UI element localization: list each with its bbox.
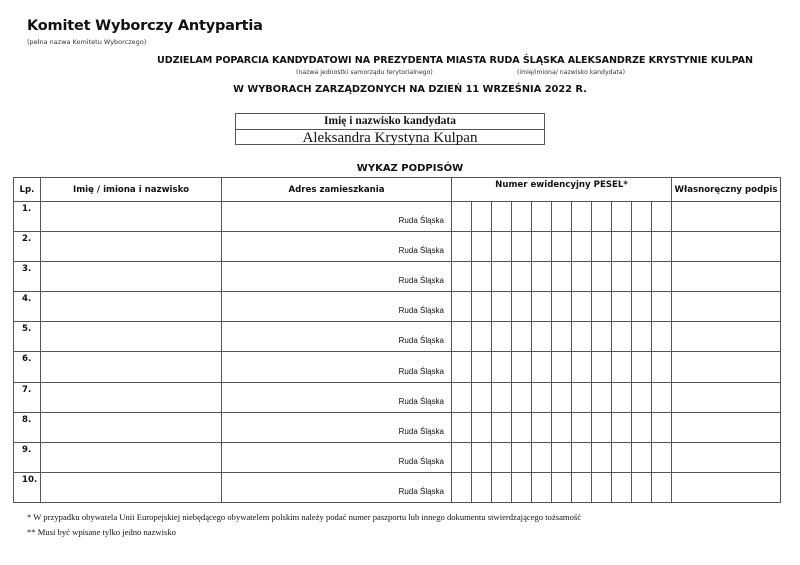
- pesel-digit-cell[interactable]: [612, 262, 632, 292]
- pesel-digit-cell[interactable]: [552, 472, 572, 502]
- candidate-name: Aleksandra Krystyna Kulpan: [302, 130, 478, 146]
- row-number: 2.: [14, 232, 41, 262]
- name-field[interactable]: [41, 442, 222, 472]
- pesel-digit-cell[interactable]: [612, 412, 632, 442]
- pesel-digit-cell[interactable]: [472, 202, 492, 232]
- pesel-digit-cell[interactable]: [532, 412, 552, 442]
- pesel-digit-cell[interactable]: [512, 202, 532, 232]
- pesel-digit-cell[interactable]: [612, 352, 632, 382]
- table-row: [14, 322, 781, 352]
- pesel-digit-cell[interactable]: [492, 412, 512, 442]
- pesel-digit-cell[interactable]: [632, 292, 652, 322]
- name-field[interactable]: [41, 232, 222, 262]
- pesel-digit-cell[interactable]: [532, 322, 552, 352]
- pesel-digit-cell[interactable]: [492, 262, 512, 292]
- address-field[interactable]: Ruda Śląska: [222, 322, 452, 352]
- election-date-line: W WYBORACH ZARZĄDZONYCH NA DZIEŃ 11 WRZEŚNIA 2022 R.: [233, 84, 587, 95]
- pesel-digit-cell[interactable]: [452, 232, 472, 262]
- address-field[interactable]: Ruda Śląska: [222, 472, 452, 502]
- pesel-digit-cell[interactable]: [472, 322, 492, 352]
- address-field[interactable]: Ruda Śląska: [222, 262, 452, 292]
- signature-field[interactable]: [672, 232, 781, 262]
- pesel-digit-cell[interactable]: [592, 322, 612, 352]
- pesel-digit-cell[interactable]: [532, 262, 552, 292]
- pesel-digit-cell[interactable]: [572, 322, 592, 352]
- pesel-digit-cell[interactable]: [472, 412, 492, 442]
- table-row: [14, 382, 781, 412]
- pesel-digit-cell[interactable]: [632, 352, 652, 382]
- row-number: 7.: [14, 382, 41, 412]
- pesel-digit-cell[interactable]: [472, 352, 492, 382]
- footnote-surname: ** Musi być wpisane tylko jedno nazwisko: [27, 527, 176, 537]
- committee-caption: (pełna nazwa Komitetu Wyborczego): [27, 38, 147, 46]
- pesel-digit-cell[interactable]: [552, 262, 572, 292]
- table-row: [14, 352, 781, 382]
- row-number: 1.: [14, 202, 41, 232]
- signature-list-title: WYKAZ PODPISÓW: [356, 163, 464, 174]
- pesel-digit-cell[interactable]: [492, 472, 512, 502]
- pesel-digit-cell[interactable]: [572, 352, 592, 382]
- pesel-digit-cell[interactable]: [512, 262, 532, 292]
- pesel-digit-cell[interactable]: [512, 352, 532, 382]
- column-header-lp: Lp.: [14, 178, 41, 202]
- pesel-digit-cell[interactable]: [552, 322, 572, 352]
- pesel-digit-cell[interactable]: [632, 202, 652, 232]
- pesel-digit-cell[interactable]: [512, 232, 532, 262]
- table-row: [14, 472, 781, 502]
- signature-table: [13, 177, 781, 503]
- table-row: [14, 262, 781, 292]
- pesel-digit-cell[interactable]: [632, 262, 652, 292]
- pesel-digit-cell[interactable]: [612, 322, 632, 352]
- pesel-digit-cell[interactable]: [612, 442, 632, 472]
- pesel-digit-cell[interactable]: [532, 442, 552, 472]
- pesel-digit-cell[interactable]: [572, 202, 592, 232]
- pesel-digit-cell[interactable]: [652, 412, 672, 442]
- pesel-digit-cell[interactable]: [572, 442, 592, 472]
- pesel-digit-cell[interactable]: [512, 442, 532, 472]
- pesel-digit-cell[interactable]: [652, 352, 672, 382]
- table-header-row: [14, 178, 781, 202]
- pesel-digit-cell[interactable]: [592, 442, 612, 472]
- pesel-digit-cell[interactable]: [492, 442, 512, 472]
- pesel-digit-cell[interactable]: [492, 352, 512, 382]
- pesel-digit-cell[interactable]: [652, 442, 672, 472]
- signature-field[interactable]: [672, 322, 781, 352]
- pesel-digit-cell[interactable]: [532, 472, 552, 502]
- pesel-digit-cell[interactable]: [452, 442, 472, 472]
- pesel-digit-cell[interactable]: [652, 292, 672, 322]
- pesel-digit-cell[interactable]: [472, 262, 492, 292]
- pesel-digit-cell[interactable]: [652, 382, 672, 412]
- pesel-digit-cell[interactable]: [452, 382, 472, 412]
- row-number: 5.: [14, 322, 41, 352]
- table-row: [14, 232, 781, 262]
- pesel-digit-cell[interactable]: [632, 322, 652, 352]
- pesel-digit-cell[interactable]: [612, 202, 632, 232]
- pesel-digit-cell[interactable]: [572, 382, 592, 412]
- signature-field[interactable]: [672, 262, 781, 292]
- pesel-digit-cell[interactable]: [512, 472, 532, 502]
- pesel-digit-cell[interactable]: [612, 232, 632, 262]
- pesel-digit-cell[interactable]: [532, 202, 552, 232]
- pesel-digit-cell[interactable]: [652, 262, 672, 292]
- row-number: 3.: [14, 262, 41, 292]
- column-header-address: Adres zamieszkania: [222, 178, 452, 202]
- candidate-caption: (imię/imiona/ nazwisko kandydata): [517, 69, 625, 76]
- pesel-digit-cell[interactable]: [532, 292, 552, 322]
- name-field[interactable]: [41, 382, 222, 412]
- address-field[interactable]: Ruda Śląska: [222, 202, 452, 232]
- pesel-digit-cell[interactable]: [572, 262, 592, 292]
- table-row: [14, 412, 781, 442]
- address-field[interactable]: Ruda Śląska: [222, 382, 452, 412]
- table-row: [14, 292, 781, 322]
- signature-field[interactable]: [672, 352, 781, 382]
- pesel-digit-cell[interactable]: [592, 202, 612, 232]
- pesel-digit-cell[interactable]: [452, 292, 472, 322]
- address-field[interactable]: Ruda Śląska: [222, 292, 452, 322]
- address-field[interactable]: Ruda Śląska: [222, 352, 452, 382]
- pesel-digit-cell[interactable]: [492, 232, 512, 262]
- table-row: [14, 442, 781, 472]
- address-field[interactable]: Ruda Śląska: [222, 412, 452, 442]
- pesel-digit-cell[interactable]: [612, 292, 632, 322]
- committee-name: Komitet Wyborczy Antypartia: [27, 18, 263, 34]
- pesel-digit-cell[interactable]: [472, 472, 492, 502]
- row-number: 4.: [14, 292, 41, 322]
- row-number: 10.: [14, 472, 41, 502]
- row-number: 8.: [14, 412, 41, 442]
- pesel-digit-cell[interactable]: [452, 352, 472, 382]
- name-field[interactable]: [41, 292, 222, 322]
- candidate-box: [235, 113, 545, 145]
- pesel-digit-cell[interactable]: [592, 412, 612, 442]
- pesel-digit-cell[interactable]: [552, 382, 572, 412]
- pesel-digit-cell[interactable]: [512, 412, 532, 442]
- pesel-digit-cell[interactable]: [592, 262, 612, 292]
- name-field[interactable]: [41, 322, 222, 352]
- name-field[interactable]: [41, 262, 222, 292]
- pesel-digit-cell[interactable]: [592, 472, 612, 502]
- pesel-digit-cell[interactable]: [492, 292, 512, 322]
- name-field[interactable]: [41, 352, 222, 382]
- name-field[interactable]: [41, 202, 222, 232]
- pesel-digit-cell[interactable]: [512, 322, 532, 352]
- pesel-digit-cell[interactable]: [532, 232, 552, 262]
- pesel-digit-cell[interactable]: [552, 202, 572, 232]
- pesel-digit-cell[interactable]: [612, 382, 632, 412]
- signature-field[interactable]: [672, 292, 781, 322]
- pesel-digit-cell[interactable]: [512, 292, 532, 322]
- pesel-digit-cell[interactable]: [452, 472, 472, 502]
- signature-field[interactable]: [672, 412, 781, 442]
- footnote-pesel: * W przypadku obywatela Unii Europejskiej niebędącego obywatelem polskim należy podać numer paszportu lub innego dokumentu stwierdzającego tożsamość: [27, 512, 582, 522]
- pesel-digit-cell[interactable]: [572, 292, 592, 322]
- pesel-digit-cell[interactable]: [632, 382, 652, 412]
- pesel-digit-cell[interactable]: [572, 472, 592, 502]
- pesel-digit-cell[interactable]: [472, 382, 492, 412]
- pesel-digit-cell[interactable]: [452, 202, 472, 232]
- name-field[interactable]: [41, 472, 222, 502]
- signature-field[interactable]: [672, 202, 781, 232]
- pesel-digit-cell[interactable]: [472, 292, 492, 322]
- pesel-digit-cell[interactable]: [632, 472, 652, 502]
- address-field[interactable]: Ruda Śląska: [222, 232, 452, 262]
- pesel-digit-cell[interactable]: [632, 442, 652, 472]
- pesel-digit-cell[interactable]: [652, 472, 672, 502]
- pesel-digit-cell[interactable]: [472, 442, 492, 472]
- pesel-digit-cell[interactable]: [532, 352, 552, 382]
- column-header-signature: Własnoręczny podpis: [672, 178, 781, 202]
- pesel-digit-cell[interactable]: [632, 412, 652, 442]
- signature-field[interactable]: [672, 472, 781, 502]
- table-row: [14, 202, 781, 232]
- row-number: 6.: [14, 352, 41, 382]
- pesel-digit-cell[interactable]: [552, 442, 572, 472]
- row-number: 9.: [14, 442, 41, 472]
- pesel-digit-cell[interactable]: [552, 292, 572, 322]
- pesel-digit-cell[interactable]: [592, 382, 612, 412]
- pesel-digit-cell[interactable]: [532, 382, 552, 412]
- signature-field[interactable]: [672, 382, 781, 412]
- pesel-digit-cell[interactable]: [492, 382, 512, 412]
- pesel-digit-cell[interactable]: [572, 232, 592, 262]
- pesel-digit-cell[interactable]: [592, 292, 612, 322]
- pesel-digit-cell[interactable]: [652, 202, 672, 232]
- address-field[interactable]: Ruda Śląska: [222, 442, 452, 472]
- pesel-digit-cell[interactable]: [512, 382, 532, 412]
- name-field[interactable]: [41, 412, 222, 442]
- signature-field[interactable]: [672, 442, 781, 472]
- pesel-digit-cell[interactable]: [652, 322, 672, 352]
- pesel-digit-cell[interactable]: [592, 232, 612, 262]
- candidate-box-label: Imię i nazwisko kandydata: [236, 114, 544, 130]
- pesel-digit-cell[interactable]: [452, 262, 472, 292]
- pesel-digit-cell[interactable]: [552, 352, 572, 382]
- pesel-digit-cell[interactable]: [552, 412, 572, 442]
- pesel-digit-cell[interactable]: [592, 352, 612, 382]
- column-header-pesel: Numer ewidencyjny PESEL*: [452, 178, 672, 202]
- pesel-digit-cell[interactable]: [452, 412, 472, 442]
- pesel-digit-cell[interactable]: [632, 232, 652, 262]
- support-statement: UDZIELAM POPARCIA KANDYDATOWI NA PREZYDENTA MIASTA RUDA ŚLĄSKA ALEKSANDRZE KRYSTYNIE KULPAN: [157, 55, 753, 66]
- pesel-digit-cell[interactable]: [652, 232, 672, 262]
- pesel-digit-cell[interactable]: [492, 202, 512, 232]
- pesel-digit-cell[interactable]: [612, 472, 632, 502]
- column-header-name: Imię / imiona i nazwisko: [41, 178, 222, 202]
- pesel-digit-cell[interactable]: [552, 232, 572, 262]
- pesel-digit-cell[interactable]: [452, 322, 472, 352]
- pesel-digit-cell[interactable]: [472, 232, 492, 262]
- pesel-digit-cell[interactable]: [492, 322, 512, 352]
- unit-caption: (nazwa jednostki samorządu terytorialnego): [296, 69, 433, 76]
- pesel-digit-cell[interactable]: [572, 412, 592, 442]
